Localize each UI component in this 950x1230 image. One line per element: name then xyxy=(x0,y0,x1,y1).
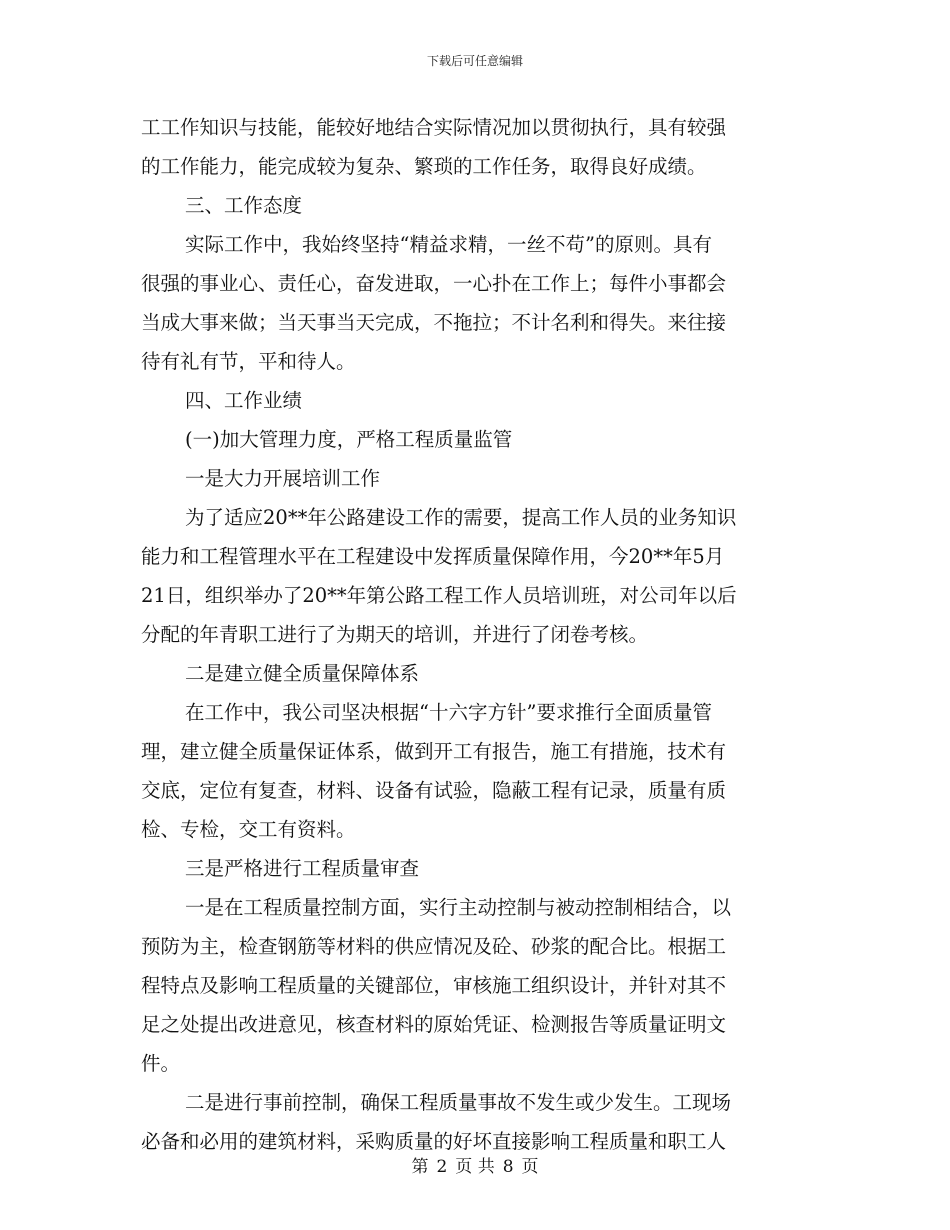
paragraph-line: 检、专检，交工有资料。 xyxy=(141,818,356,841)
item-heading: 二是建立健全质量保障体系 xyxy=(185,662,420,685)
page-footer xyxy=(0,1152,950,1177)
section-heading: 四、工作业绩 xyxy=(185,389,303,412)
paragraph-line: 理，建立健全质量保证体系，做到开工有报告，施工有措施，技术有 xyxy=(141,740,727,763)
paragraph-line: 必备和必用的建筑材料，采购质量的好坏直接影响工程质量和职工人 xyxy=(141,1130,727,1153)
paragraph-line: 能力和工程管理水平在工程建设中发挥质量保障作用，今20**年5月 xyxy=(141,545,725,568)
paragraph-line: 分配的年青职工进行了为期天的培训，并进行了闭卷考核。 xyxy=(141,623,649,646)
paragraph-line: 很强的事业心、责任心，奋发进取，一心扑在工作上；每件小事都会 xyxy=(141,272,727,295)
paragraph-line: 当成大事来做；当天事当天完成，不拖拉；不计名利和得失。来往接 xyxy=(141,311,727,334)
footer-suffix: 页 xyxy=(521,1157,539,1177)
footer-prefix: 第 xyxy=(411,1157,429,1177)
total-page-count: 8 xyxy=(502,1157,514,1177)
paragraph-line: 一是在工程质量控制方面，实行主动控制与被动控制相结合，以 xyxy=(185,896,732,919)
item-heading: 三是严格进行工程质量审查 xyxy=(185,857,420,880)
paragraph-line: 在工作中，我公司坚决根据“十六字方针”要求推行全面质量管 xyxy=(185,701,712,724)
section-heading: 三、工作态度 xyxy=(185,194,303,217)
footer-middle: 页 共 xyxy=(455,1157,495,1177)
paragraph-line: 21日，组织举办了20**年第公路工程工作人员培训班，对公司年以后 xyxy=(141,584,737,607)
current-page-number: 2 xyxy=(436,1157,448,1177)
paragraph-line: 待有礼有节，平和待人。 xyxy=(141,350,356,373)
paragraph-line: 为了适应20**年公路建设工作的需要，提高工作人员的业务知识 xyxy=(185,506,737,529)
item-heading: 一是大力开展培训工作 xyxy=(185,467,381,490)
paragraph-line: 件。 xyxy=(141,1052,181,1075)
paragraph-line: 程特点及影响工程质量的关键部位，审核施工组织设计，并针对其不 xyxy=(141,974,727,997)
paragraph-line: 的工作能力，能完成较为复杂、繁琐的工作任务，取得良好成绩。 xyxy=(141,155,707,178)
page-header: 下载后可任意编辑 xyxy=(426,54,523,68)
paragraph-line: 工工作知识与技能，能较好地结合实际情况加以贯彻执行，具有较强 xyxy=(141,116,727,139)
paragraph-line: 二是进行事前控制，确保工程质量事故不发生或少发生。工现场 xyxy=(185,1091,732,1114)
document-body xyxy=(141,108,807,1161)
paragraph-line: 交底，定位有复查，材料、设备有试验，隐蔽工程有记录，质量有质 xyxy=(141,779,727,802)
paragraph-line: 足之处提出改进意见，核查材料的原始凭证、检测报告等质量证明文 xyxy=(141,1013,727,1036)
paragraph-line: 实际工作中，我始终坚持“精益求精，一丝不苟”的原则。具有 xyxy=(185,233,712,256)
paragraph-line: 预防为主，检查钢筋等材料的供应情况及砼、砂浆的配合比。根据工 xyxy=(141,935,727,958)
subsection-heading: (一)加大管理力度，严格工程质量监管 xyxy=(185,428,513,451)
